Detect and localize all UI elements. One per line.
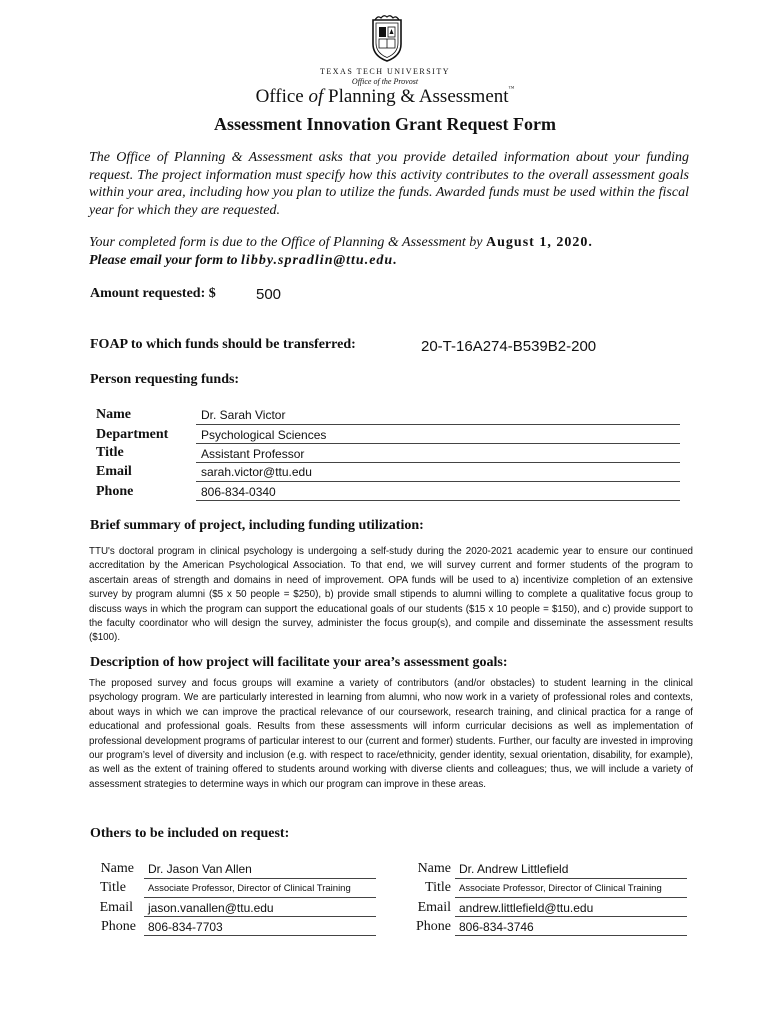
other-1-title-field[interactable]: Associate Professor, Director of Clinical Training (148, 883, 351, 894)
foap-label: FOAP to which funds should be transferred: (90, 337, 356, 352)
other-1-phone-field[interactable]: 806-834-7703 (148, 920, 223, 934)
office-name: Office of Planning & Assessment™ (255, 86, 515, 107)
other-1-email-field[interactable]: jason.vanallen@ttu.edu (148, 901, 274, 915)
amount-label: Amount requested: $ (90, 286, 216, 301)
field-underline (455, 916, 687, 917)
description-text[interactable]: The proposed survey and focus groups will examine a variety of contributors (and/or obstacles) to student learning in the clinical psychology program. We are particularly interested in learning from alumni, who now work in a variety of professional roles and contexts, about ways in which we can improve the practical relevance of our coursework, research training, and clinical practica for a range of educational and professional goals. Results from these assessments will inform curricular decisions as well as implementation of professional development programs of particular interest to our (current and former) students. Further, our faculty are invested in improving our program’s level of diversity and inclusion (e.g. with respect to race/ethnicity, gender identity, sexual orientation, disability, for example), as well as the extent of training offered to students around working with diverse clients and colleagues; thus, we will include a variety of assessment strategies to determine ways in which our program can improve in these areas. (89, 678, 693, 790)
summary-heading: Brief summary of project, including funding utilization: (90, 518, 424, 533)
department-label: Department (96, 427, 169, 442)
description-heading: Description of how project will facilitate your area’s assessment goals: (90, 655, 508, 670)
other-title-label: Title (425, 880, 451, 895)
field-underline (196, 424, 680, 425)
other-phone-label: Phone (416, 919, 451, 934)
due-notice: Your completed form is due to the Office of Planning & Assessment by August 1, 2020. Please email your form to libby.spradlin@ttu.edu. (89, 235, 593, 268)
field-underline (144, 897, 376, 898)
other-2-name-field[interactable]: Dr. Andrew Littlefield (459, 862, 569, 876)
others-heading: Others to be included on request: (90, 826, 290, 841)
requester-email-field[interactable]: sarah.victor@ttu.edu (201, 465, 312, 479)
name-label: Name (96, 407, 131, 422)
other-email-label: Email (417, 900, 451, 915)
other-2-email-field[interactable]: andrew.littlefield@ttu.edu (459, 901, 594, 915)
other-email-label: Email (99, 900, 133, 915)
other-name-label: Name (100, 861, 134, 876)
requester-phone-field[interactable]: 806-834-0340 (201, 485, 276, 499)
summary-text[interactable]: TTU's doctoral program in clinical psychology is undergoing a self-study during the 2020-2021 academic year to ensure our continued accreditation by the American Psychological Association. To that end, we will survey current and former students of the program to ascertain areas of strength and domains in need of improvement. OPA funds will be used to a) incentivize completion of an extensive survey by program alumni ($5 x 50 people = $250), b) provide small stipends to alumni willing to complete a qualitative focus group to discuss ways in which the program can support the educational goals of our students ($15 x 10 people = $150), and c) provide support to the faculty coordinator who will design the survey, administer the focus group(s), and compile and disseminate the assessment results ($100). (89, 546, 693, 644)
field-underline (144, 878, 376, 879)
other-2-phone-field[interactable]: 806-834-3746 (459, 920, 534, 934)
title-label: Title (96, 445, 124, 460)
university-name: TEXAS TECH UNIVERSITY (319, 67, 450, 76)
phone-label: Phone (96, 484, 134, 499)
due-date: August 1, 2020. (486, 235, 593, 250)
field-underline (196, 443, 680, 444)
field-underline (455, 935, 687, 936)
university-seal-logo (370, 14, 404, 62)
field-underline (196, 481, 680, 482)
amount-field[interactable]: 500 (256, 286, 282, 303)
field-underline (196, 462, 680, 463)
other-1-name-field[interactable]: Dr. Jason Van Allen (148, 862, 252, 876)
submission-email[interactable]: libby.spradlin@ttu.edu. (241, 252, 398, 268)
other-phone-label: Phone (101, 919, 136, 934)
provost-office: Office of the Provost (351, 77, 419, 86)
foap-field[interactable]: 20-T-16A274-B539B2-200 (421, 338, 597, 355)
field-underline (455, 878, 687, 879)
requester-heading: Person requesting funds: (90, 372, 240, 387)
other-name-label: Name (417, 861, 451, 876)
field-underline (455, 897, 687, 898)
field-underline (144, 935, 376, 936)
other-2-title-field[interactable]: Associate Professor, Director of Clinical Training (459, 883, 662, 894)
email-instruction: Please email your form to (89, 252, 238, 268)
field-underline (144, 916, 376, 917)
email-label: Email (96, 464, 132, 479)
other-title-label: Title (100, 880, 126, 895)
field-underline (196, 500, 680, 501)
requester-name-field[interactable]: Dr. Sarah Victor (201, 408, 286, 422)
requester-title-field[interactable]: Assistant Professor (201, 447, 305, 461)
intro-paragraph: The Office of Planning & Assessment asks that you provide detailed information about your funding request. The project information must specify how this activity contributes to the overall assessment goals within your area, including how you plan to utilize the funds. Awarded funds must be used within the fiscal year for which they are requested. (89, 150, 689, 218)
form-title: Assessment Innovation Grant Request Form (214, 114, 556, 134)
requester-department-field[interactable]: Psychological Sciences (201, 428, 327, 442)
